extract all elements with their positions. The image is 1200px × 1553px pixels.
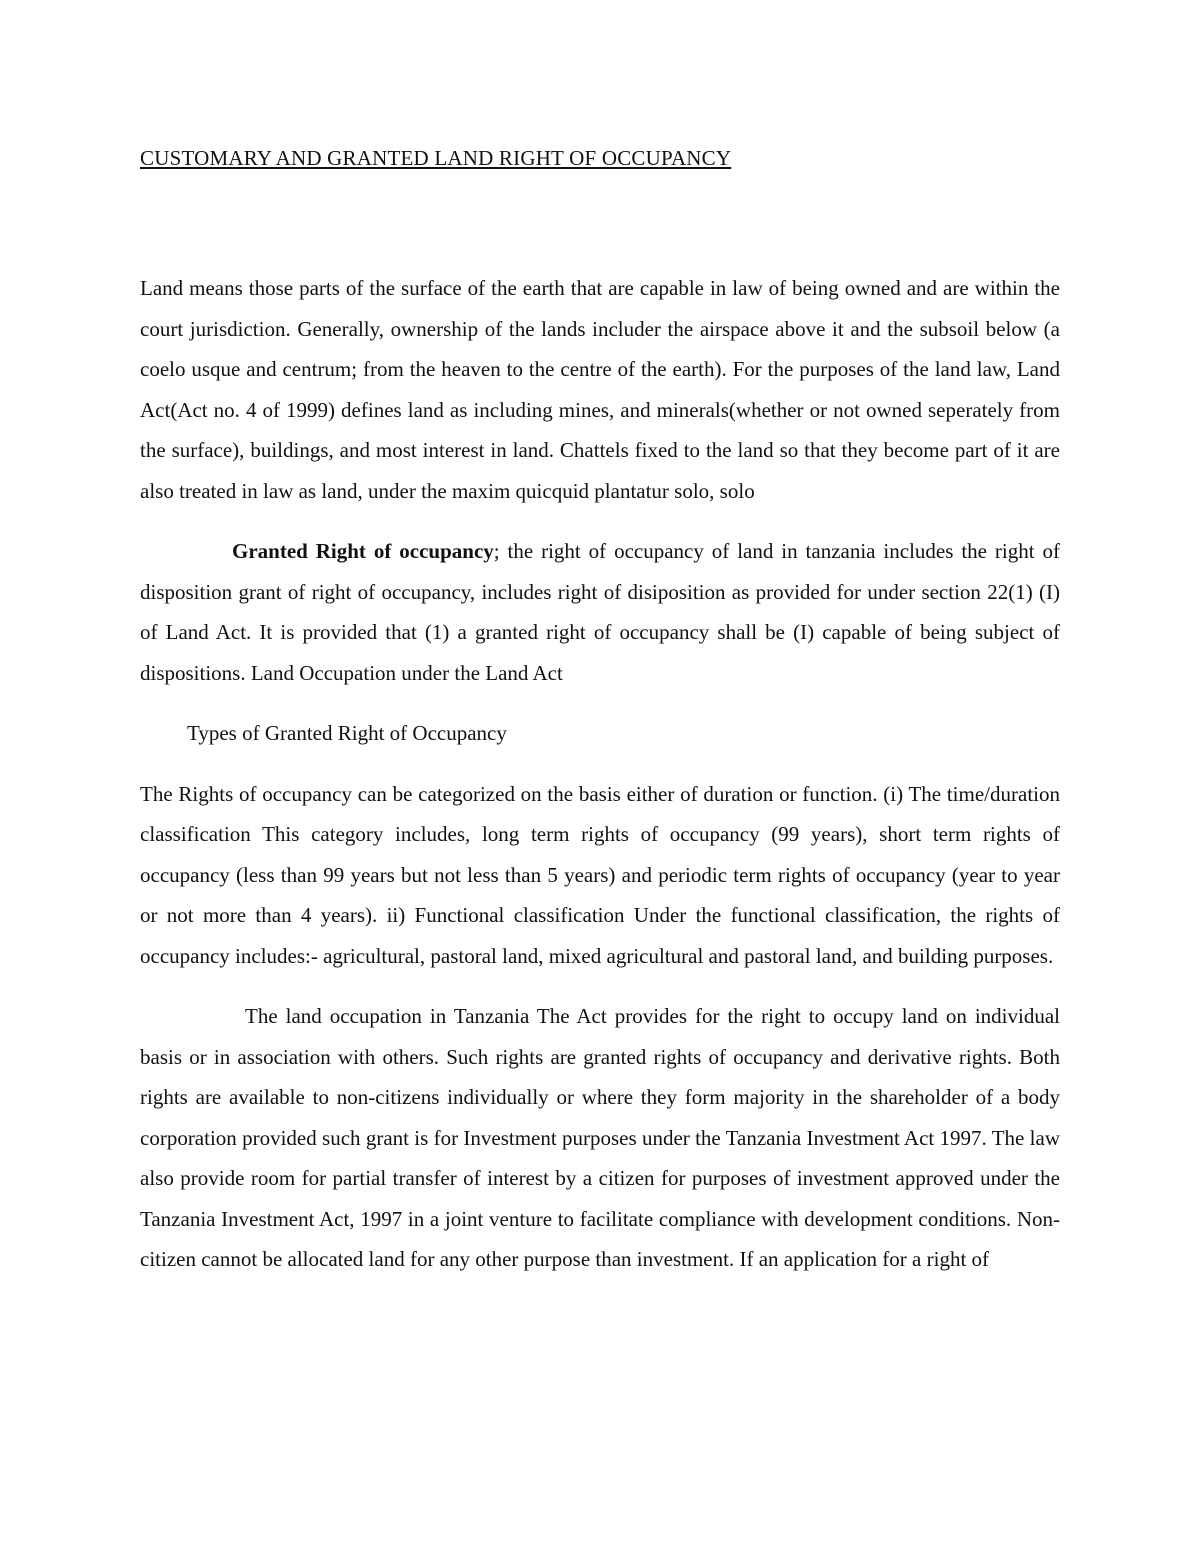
document-title: CUSTOMARY AND GRANTED LAND RIGHT OF OCCUPANCY <box>140 146 732 170</box>
granted-right-text: ; the right of occupancy of land in tanzania includes the right of disposition grant of right of occupancy, includes right of disiposition as provided for under section 22(1) (I) of Land Act. It is provided that (1) a granted right of occupancy shall be (I) capable of being subject of dispositions. Land Occupation under the Land Act <box>140 539 1060 685</box>
document-page <box>140 138 1060 1300</box>
paragraph-granted-right <box>140 531 1060 693</box>
paragraph-land-occupation: The land occupation in Tanzania The Act provides for the right to occupy land on individual basis or in association with others. Such rights are granted rights of occupancy and derivative rights. Both rights are available to non-citizens individually or where they form majority in the shareholder of a body corporation provided such grant is for Investment purposes under the Tanzania Investment Act 1997. The law also provide room for partial transfer of interest by a citizen for purposes of investment approved under the Tanzania Investment Act, 1997 in a joint venture to facilitate compliance with development conditions. Non-citizen cannot be allocated land for any other purpose than investment. If an application for a right of <box>140 1004 1060 1271</box>
subheading-types: Types of Granted Right of Occupancy <box>187 721 507 745</box>
paragraph-classification: The Rights of occupancy can be categorized on the basis either of duration or function. (i) The time/duration classification This category includes, long term rights of occupancy (99 years), short term rights of occupancy (less than 99 years but not less than 5 years) and periodic term rights of occupancy (year to year or not more than 4 years). ii) Functional classification Under the functional classification, the rights of occupancy includes:- agricultural, pastoral land, mixed agricultural and pastoral land, and building purposes. <box>140 781 1060 968</box>
granted-right-heading: Granted Right of occupancy <box>232 539 494 563</box>
paragraph-land-definition: Land means those parts of the surface of the earth that are capable in law of being owned and are within the court jurisdiction. Generally, ownership of the lands includer the airspace above it and the subsoil below (a coelo usque and centrum; from the heaven to the centre of the earth). For the purposes of the land law, Land Act(Act no. 4 of 1999) defines land as including mines, and minerals(whether or not owned seperately from the surface), buildings, and most interest in land. Chattels fixed to the land so that they become part of it are also treated in law as land, under the maxim quicquid plantatur solo, solo <box>140 276 1060 503</box>
